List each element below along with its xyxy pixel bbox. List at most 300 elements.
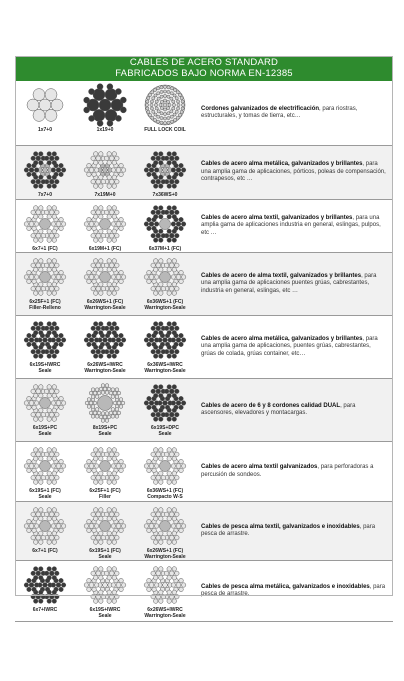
strand-wire — [112, 291, 117, 296]
cable-row — [15, 146, 393, 200]
strand-wire — [99, 599, 104, 604]
lock-wire — [172, 103, 175, 106]
strand-wire — [109, 535, 114, 540]
strand-wire — [31, 412, 36, 417]
strand-wire — [55, 179, 60, 184]
strand-wire — [94, 464, 99, 469]
strand-wire — [52, 330, 57, 335]
strand-wire — [156, 594, 161, 599]
strand-wire — [31, 233, 36, 238]
strand-wire — [31, 156, 36, 161]
strand-wire — [181, 401, 186, 406]
strand-wire — [175, 233, 180, 238]
strand-wire — [103, 583, 108, 588]
strand-wire — [169, 512, 174, 517]
cable-item — [15, 379, 75, 441]
lock-wire — [150, 103, 153, 106]
cable-cross-section-icon — [83, 202, 127, 246]
strand-wire — [55, 286, 60, 291]
lock-wire — [163, 94, 166, 97]
lock-wire — [176, 116, 179, 119]
strand-wire — [109, 452, 114, 457]
strand-wire — [27, 333, 32, 338]
strand-wire — [152, 587, 157, 592]
strand-wire — [167, 206, 172, 211]
strand-wire — [24, 583, 29, 588]
strand-wire — [154, 524, 159, 529]
strand-wire — [59, 226, 64, 231]
strand-wire — [27, 468, 32, 473]
strand-wire — [159, 214, 164, 219]
strand-wire — [47, 160, 52, 165]
strand-wire — [107, 567, 112, 572]
strand-wire — [115, 179, 120, 184]
strand-wire — [93, 411, 97, 415]
strand-wire — [27, 396, 32, 401]
strand-wire — [149, 275, 154, 280]
strand-wire — [172, 480, 177, 485]
strand-wire — [33, 508, 38, 512]
cable-cross-section-icon — [83, 444, 127, 488]
cable-code-label: 8x19S+PC — [92, 425, 118, 431]
strand-wire — [47, 282, 52, 287]
cable-row — [15, 81, 393, 146]
strand-wire — [159, 590, 164, 595]
strand-wire — [167, 417, 172, 422]
strand-wire — [151, 233, 156, 238]
cable-description — [195, 442, 393, 501]
strand-wire — [99, 354, 104, 359]
strand-wire — [41, 233, 46, 238]
strand-wire — [152, 279, 157, 284]
strand-wire — [87, 270, 92, 275]
strand-wire — [175, 412, 180, 417]
cable-row — [15, 379, 393, 442]
strand-wire — [99, 282, 104, 287]
strand-wire — [32, 528, 37, 533]
strand-wire — [167, 599, 172, 604]
strand-wire — [31, 512, 36, 517]
strand-wire — [59, 172, 64, 177]
strand-wire — [91, 395, 95, 399]
strand-wire — [176, 583, 181, 588]
strand-wire — [116, 583, 121, 588]
cable-diagrams — [15, 316, 195, 378]
strand-wire — [31, 179, 36, 184]
strand-wire — [87, 217, 92, 222]
description-emphasis: Cables de acero alma textil galvanizados — [201, 464, 318, 470]
strand-wire — [152, 405, 157, 410]
cable-code-label: 6x19S+IWRC — [29, 362, 61, 368]
description-emphasis: Cables de acero alma metálica, galvanizados y brillantes — [201, 161, 363, 168]
strand-wire — [116, 222, 121, 227]
description-emphasis: Cables de acero de 6 y 8 cordones calidad DUAL — [201, 402, 341, 409]
strand-wire — [149, 583, 154, 588]
strand-wire — [52, 417, 57, 422]
strand-wire — [51, 168, 56, 173]
cable-item — [75, 316, 135, 378]
strand-wire — [55, 475, 60, 480]
strand-wire — [39, 480, 44, 485]
strand-wire — [175, 512, 180, 517]
cable-item — [135, 146, 195, 199]
strand-wire — [59, 578, 64, 583]
cable-item — [15, 253, 75, 315]
strand-wire — [107, 345, 112, 350]
strand-wire — [34, 583, 39, 588]
strand-wire — [179, 459, 184, 464]
fibre-core — [100, 521, 111, 532]
strand-wire — [94, 222, 99, 227]
strand-wire — [153, 456, 158, 461]
strand-wire — [47, 267, 52, 272]
lock-wire — [170, 120, 173, 123]
strand-wire — [33, 393, 38, 398]
strand-wire — [112, 531, 117, 536]
strand-wire — [107, 322, 112, 327]
strand-wire — [97, 391, 101, 395]
strand-wire — [99, 540, 104, 545]
cable-cross-section-icon — [143, 202, 187, 246]
strand-wire — [147, 468, 152, 473]
strand-wire — [61, 338, 66, 343]
lock-wire — [163, 121, 166, 124]
lock-wire — [173, 113, 176, 116]
strand-wire — [147, 405, 152, 410]
strand-wire — [163, 168, 168, 173]
lock-wire — [175, 110, 178, 113]
strand-wire — [151, 452, 156, 457]
lock-wire — [160, 95, 163, 98]
strand-wire — [104, 263, 109, 268]
strand-wire — [167, 282, 172, 287]
strand-wire — [55, 412, 60, 417]
strand-wire — [33, 480, 38, 485]
strand-wire — [47, 448, 52, 453]
strand-wire — [159, 291, 164, 296]
strand-wire — [167, 480, 172, 485]
strand-wire — [176, 524, 181, 529]
strand-wire — [121, 401, 125, 405]
strand-wire — [41, 412, 46, 417]
cable-item — [15, 81, 75, 145]
strand-wire — [87, 398, 91, 402]
strand-wire — [33, 448, 38, 453]
lock-wire — [163, 112, 166, 115]
strand-wire — [93, 184, 98, 189]
strand-wire — [109, 179, 114, 184]
description-text: , para riostras, estructurales, y tomas de tierra, etc… — [201, 105, 358, 119]
lock-wire — [180, 97, 183, 100]
strand-wire — [84, 338, 89, 343]
outer-wire — [27, 99, 39, 111]
strand-wire — [52, 516, 57, 521]
strand-wire — [112, 160, 117, 165]
strand-wire — [47, 531, 52, 536]
strand-wire — [161, 412, 166, 417]
strand-wire — [154, 401, 159, 406]
cable-cross-section-icon — [143, 318, 187, 362]
strand-wire — [89, 275, 94, 280]
strand-wire — [56, 275, 61, 280]
strand-wire — [93, 259, 98, 264]
strand-wire — [41, 594, 46, 599]
strand-wire — [99, 415, 103, 419]
cable-item — [135, 81, 195, 145]
strand-wire — [107, 508, 112, 512]
strand-wire — [49, 475, 54, 480]
strand-wire — [119, 172, 124, 177]
strand-wire — [93, 480, 98, 485]
strand-wire — [115, 408, 119, 412]
strand-wire — [147, 226, 152, 231]
strand-wire — [91, 179, 96, 184]
lock-wire — [152, 97, 155, 100]
strand-wire — [172, 214, 177, 219]
strand-wire — [31, 349, 36, 354]
header-title: CABLES DE ACERO STANDARD — [129, 57, 279, 68]
strand-wire — [111, 275, 116, 280]
strand-wire — [169, 452, 174, 457]
strand-wire — [112, 590, 117, 595]
strand-wire — [147, 342, 152, 347]
strand-wire — [151, 535, 156, 540]
strand-wire — [179, 279, 184, 284]
strand-wire — [105, 384, 109, 388]
strand-wire — [179, 587, 184, 592]
strand-wire — [159, 175, 164, 180]
description-text: , para una amplia gama de aplicaciones, puentes grúas, cabrestantes, grúas de colada, grúas container, etc… — [201, 335, 378, 357]
strand-wire — [93, 152, 98, 157]
cable-cross-section-icon — [23, 148, 67, 192]
lock-wire — [160, 116, 163, 119]
cable-construction-label: Compacto W-S — [147, 494, 183, 500]
strand-wire — [111, 168, 116, 173]
strand-wire — [36, 389, 41, 394]
strand-wire — [163, 583, 168, 588]
strand-wire — [172, 345, 177, 350]
strand-wire — [172, 575, 177, 580]
strand-wire — [59, 519, 64, 524]
strand-wire — [47, 175, 52, 180]
strand-wire — [92, 468, 97, 473]
strand-wire — [181, 168, 186, 173]
lock-wire — [170, 97, 173, 100]
cable-cross-section-icon — [143, 148, 187, 192]
strand-wire — [159, 480, 164, 485]
strand-wire — [96, 475, 101, 480]
strand-wire — [119, 333, 124, 338]
strand-wire — [87, 459, 92, 464]
strand-wire — [115, 512, 120, 517]
strand-wire — [119, 578, 124, 583]
strand-wire — [101, 594, 106, 599]
strand-wire — [112, 330, 117, 335]
strand-wire — [34, 222, 39, 227]
strand-wire — [36, 233, 41, 238]
strand-wire — [47, 393, 52, 398]
strand-wire — [175, 156, 180, 161]
strand-wire — [109, 286, 114, 291]
strand-wire — [33, 291, 38, 296]
strand-wire — [156, 475, 161, 480]
lock-wire — [176, 107, 179, 110]
strand-wire — [164, 512, 169, 517]
strand-wire — [156, 179, 161, 184]
strand-wire — [99, 456, 104, 461]
strand-wire — [167, 214, 172, 219]
lock-wire — [175, 97, 178, 100]
fibre-core — [100, 219, 111, 230]
strand-wire — [91, 571, 96, 576]
strand-wire — [164, 571, 169, 576]
cable-item — [135, 379, 195, 441]
strand-wire — [47, 567, 52, 572]
cable-code-label: 6x36WS+1 (FC) — [146, 488, 184, 494]
strand-wire — [52, 531, 57, 536]
cable-cross-section-icon — [83, 318, 127, 362]
outer-wire — [107, 84, 113, 90]
strand-wire — [147, 578, 152, 583]
cable-construction-label: Seale — [38, 368, 52, 374]
strand-wire — [52, 282, 57, 287]
strand-wire — [33, 599, 38, 604]
strand-wire — [49, 233, 54, 238]
strand-wire — [167, 456, 172, 461]
strand-wire — [171, 338, 176, 343]
strand-wire — [159, 229, 164, 234]
strand-wire — [59, 217, 64, 222]
strand-wire — [92, 587, 97, 592]
strand-wire — [164, 389, 169, 394]
strand-wire — [91, 263, 96, 268]
cable-code-label: 6x26WS+IWRC — [87, 362, 123, 368]
strand-wire — [87, 578, 92, 583]
lock-wire — [154, 113, 157, 116]
strand-wire — [153, 385, 158, 390]
strand-wire — [101, 233, 106, 238]
strand-wire — [176, 275, 181, 280]
strand-wire — [119, 398, 123, 402]
strand-wire — [104, 512, 109, 517]
strand-wire — [39, 385, 44, 390]
strand-wire — [152, 468, 157, 473]
strand-wire — [151, 389, 156, 394]
lock-wire — [155, 100, 158, 103]
cable-row — [15, 442, 393, 502]
cable-construction-label: Warrington-Seale — [144, 368, 186, 374]
strand-wire — [39, 345, 44, 350]
strand-wire — [55, 594, 60, 599]
fibre-core — [160, 219, 171, 230]
strand-wire — [33, 184, 38, 189]
fibre-core — [40, 272, 51, 283]
strand-wire — [147, 172, 152, 177]
strand-wire — [112, 516, 117, 521]
strand-wire — [87, 519, 92, 524]
strand-wire — [33, 267, 38, 272]
strand-wire — [172, 152, 177, 157]
strand-wire — [151, 512, 156, 517]
fibre-core — [40, 521, 51, 532]
outer-wire — [93, 109, 105, 121]
strand-wire — [27, 172, 32, 177]
strand-wire — [172, 184, 177, 189]
lock-wire — [157, 115, 160, 118]
lock-wire — [168, 103, 171, 106]
lock-wire — [160, 90, 163, 93]
strand-wire — [31, 263, 36, 268]
strand-wire — [149, 168, 154, 173]
strand-wire — [31, 475, 36, 480]
strand-wire — [116, 338, 121, 343]
strand-wire — [52, 480, 57, 485]
strand-wire — [55, 156, 60, 161]
strand-wire — [159, 567, 164, 572]
cable-construction-label: Seale — [38, 494, 52, 500]
strand-wire — [107, 531, 112, 536]
lock-wire — [163, 99, 166, 102]
strand-wire — [107, 448, 112, 453]
strand-wire — [47, 540, 52, 545]
strand-wire — [167, 393, 172, 398]
strand-wire — [161, 475, 166, 480]
strand-wire — [27, 528, 32, 533]
strand-wire — [161, 594, 166, 599]
strand-wire — [104, 326, 109, 331]
strand-wire — [111, 395, 115, 399]
strand-wire — [59, 270, 64, 275]
strand-wire — [172, 471, 177, 476]
strand-wire — [175, 263, 180, 268]
strand-wire — [161, 535, 166, 540]
strand-wire — [104, 156, 109, 161]
strand-wire — [109, 411, 113, 415]
strand-wire — [163, 338, 168, 343]
strand-wire — [99, 516, 104, 521]
strand-wire — [109, 512, 114, 517]
strand-wire — [99, 567, 104, 572]
strand-wire — [107, 291, 112, 296]
strand-wire — [119, 270, 124, 275]
cable-item — [75, 81, 135, 145]
cable-item — [135, 253, 195, 315]
strand-wire — [99, 175, 104, 180]
strand-wire — [49, 594, 54, 599]
cable-code-label: 1x7+0 — [37, 127, 53, 133]
strand-wire — [47, 330, 52, 335]
strand-wire — [99, 229, 104, 234]
strand-wire — [175, 179, 180, 184]
cable-code-label: 7x7+0 — [37, 192, 53, 198]
lock-wire — [177, 103, 180, 106]
strand-wire — [29, 401, 34, 406]
strand-wire — [107, 330, 112, 335]
strand-wire — [49, 286, 54, 291]
strand-wire — [147, 270, 152, 275]
strand-wire — [112, 448, 117, 453]
strand-wire — [49, 349, 54, 354]
strand-wire — [144, 583, 149, 588]
strand-wire — [99, 214, 104, 219]
strand-wire — [93, 448, 98, 453]
strand-wire — [52, 456, 57, 461]
strand-wire — [61, 222, 66, 227]
strand-wire — [107, 267, 112, 272]
strand-wire — [169, 263, 174, 268]
cable-cross-section-icon — [23, 318, 67, 362]
cable-code-label: 6x19S+DPC — [151, 425, 179, 431]
